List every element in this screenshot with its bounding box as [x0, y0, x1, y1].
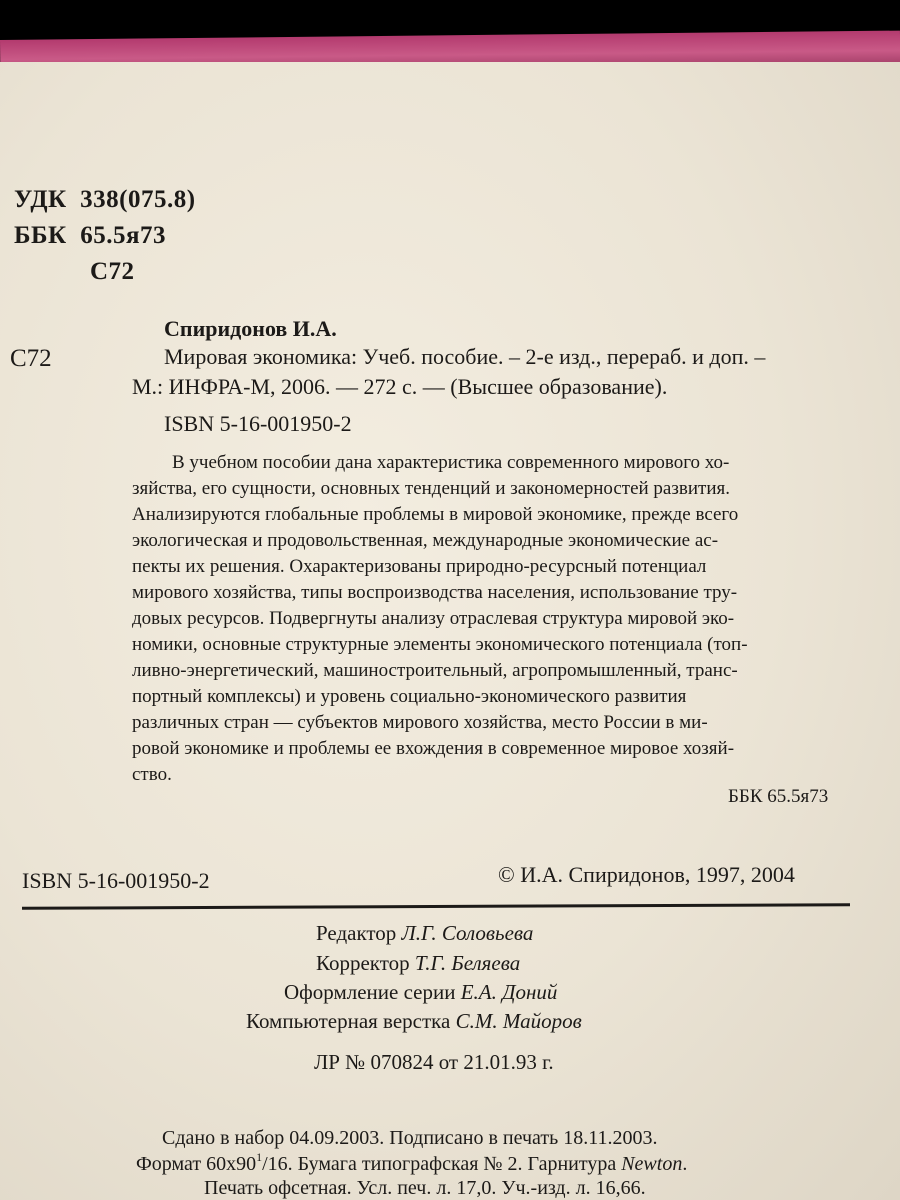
credit-layout	[246, 1009, 582, 1034]
credit-name: С.М. Майоров	[455, 1009, 582, 1033]
margin-code: С72	[10, 345, 52, 372]
udk-value: 338(075.8)	[80, 186, 196, 213]
annotation-line: мирового хозяйства, типы воспроизводства населения, использование тру-	[132, 582, 738, 603]
annotation-line: зяйства, его сущности, основных тенденций и закономерностей развития.	[132, 478, 730, 499]
annotation-line: В учебном пособии дана характеристика современного мирового хо-	[172, 452, 730, 473]
annotation-line: довых ресурсов. Подвергнуты анализу отраслевая структура мировой эко-	[132, 608, 735, 629]
copyright-notice: © И.А. Спиридонов, 1997, 2004	[498, 862, 795, 887]
annotation-line: ровой экономике и проблемы ее вхождения в современное мировое хозяй-	[132, 738, 735, 759]
annotation-line: различных стран — субъектов мирового хозяйства, место России в ми-	[132, 712, 708, 733]
credit-proofreader	[316, 951, 520, 976]
annotation-line: ливно-энергетический, машиностроительный, агропромышленный, транс-	[132, 660, 738, 681]
entry-publisher-line: М.: ИНФРА-М, 2006. — 272 с. — (Высшее образование).	[132, 374, 668, 399]
credit-role: Редактор	[316, 921, 397, 945]
annotation-line: Анализируются глобальные проблемы в мировой экономике, прежде всего	[132, 504, 739, 525]
credit-editor	[316, 921, 533, 946]
license-number: ЛР № 070824 от 21.01.93 г.	[314, 1050, 554, 1074]
annotation-line: экологическая и продовольственная, международные экономические ас-	[132, 530, 719, 551]
entry-title-line: Мировая экономика: Учеб. пособие. – 2-е изд., перераб. и доп. –	[164, 344, 766, 369]
credit-role: Оформление серии	[284, 980, 456, 1004]
typeface-name: Newton	[621, 1153, 683, 1175]
annotation-line: пекты их решения. Охарактеризованы природно-ресурсный потенциал	[132, 556, 707, 577]
bbk-value: 65.5я73	[80, 222, 166, 249]
bbk-line	[14, 222, 166, 250]
format-end: .	[682, 1153, 688, 1175]
format-superscript: 1	[256, 1150, 263, 1164]
credit-role: Компьютерная верстка	[246, 1009, 451, 1033]
annotation-line: портный комплексы) и уровень социально-экономического развития	[132, 686, 687, 707]
credit-name: Т.Г. Беляева	[414, 951, 521, 975]
annotation-bbk: ББК 65.5я73	[728, 786, 829, 807]
bbk-label: ББК	[14, 222, 67, 249]
credit-role: Корректор	[316, 951, 410, 975]
udk-label: УДК	[14, 186, 67, 213]
udk-line	[14, 186, 196, 214]
credit-name: Е.А. Доний	[460, 980, 558, 1004]
footer-isbn: ISBN 5-16-001950-2	[22, 868, 210, 893]
imprint-print: Печать офсетная. Усл. печ. л. 17,0. Уч.-изд. л. 16,66.	[204, 1177, 646, 1199]
annotation-line: ство.	[132, 764, 172, 785]
credit-series-design	[284, 980, 557, 1005]
author-code: С72	[90, 258, 135, 285]
annotation-line: номики, основные структурные элементы экономического потенциала (топ-	[132, 634, 748, 655]
author-name: Спиридонов И.А.	[164, 316, 337, 341]
imprint-dates: Сдано в набор 04.09.2003. Подписано в печать 18.11.2003.	[162, 1127, 658, 1149]
format-details: /16. Бумага типографская № 2. Гарнитура	[262, 1153, 622, 1175]
credit-name: Л.Г. Соловьева	[401, 921, 534, 945]
imprint-format	[136, 1150, 688, 1176]
format-size: Формат 60х90	[136, 1153, 257, 1175]
entry-isbn: ISBN 5-16-001950-2	[164, 411, 352, 436]
